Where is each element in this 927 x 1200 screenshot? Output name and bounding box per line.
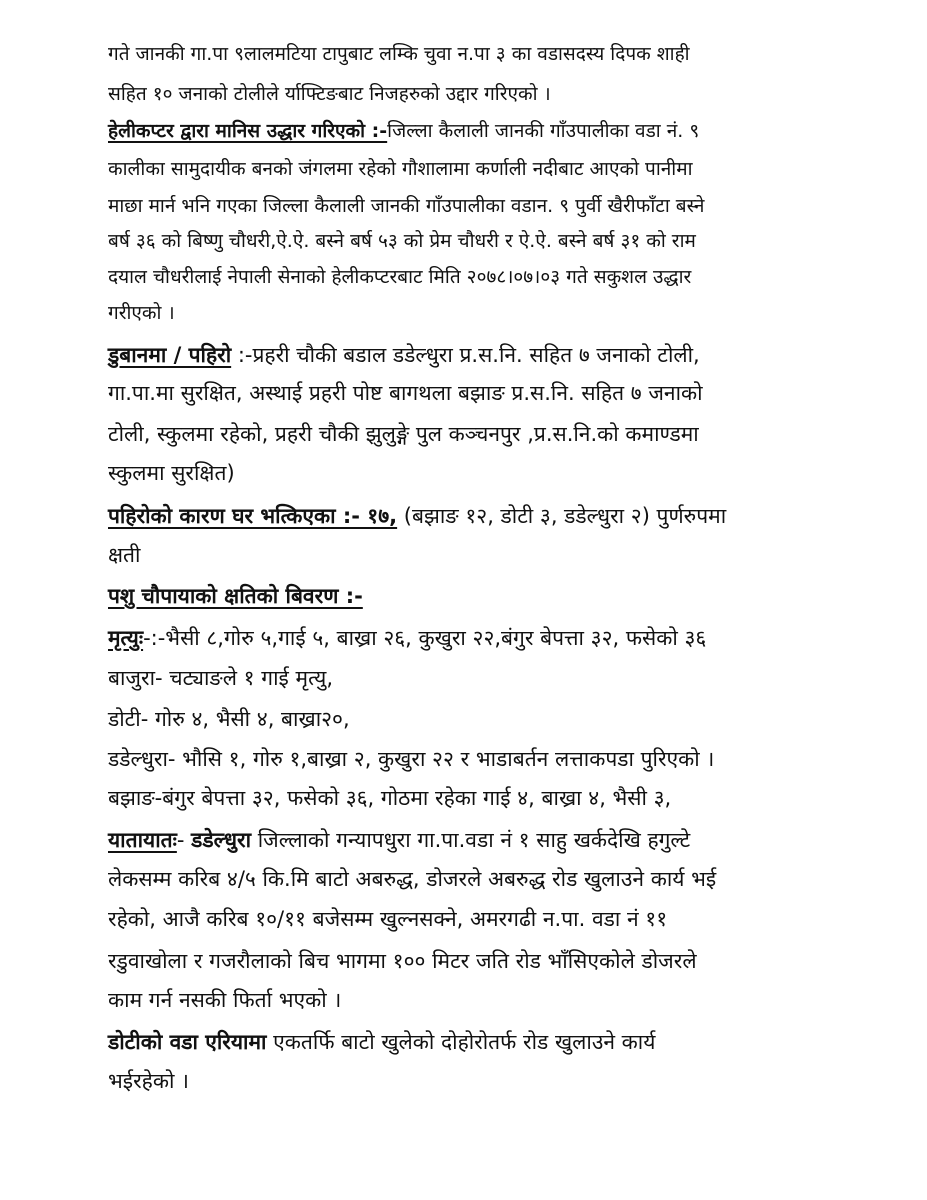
intro-line-1: गते जानकी गा.पा ९लालमटिया टापुबाट लम्कि चुवा न.पा ३ का वडासदस्य दिपक शाही bbox=[108, 43, 690, 65]
transport-line-5: काम गर्न नसकी फिर्ता भएको । bbox=[108, 988, 342, 1012]
flood-heading: डुबानमा / पहिरो bbox=[108, 343, 232, 367]
livestock-line-1: मृत्युः-:-भैसी ८,गोरु ५,गाई ५, बाख्रा २६, कुखुरा २२,बंगुर बेपत्ता ३२, फसेको ३६ bbox=[108, 626, 707, 650]
helicopter-line-6: गरीएको । bbox=[108, 302, 175, 324]
landslide-heading: पहिरोको कारण घर भत्किएका :- १७, bbox=[108, 504, 398, 528]
landslide-line-1: पहिरोको कारण घर भत्किएका :- १७, (बझाङ १२, डोटी ३, डडेल्धुरा २) पुर्णरुपमा bbox=[108, 504, 727, 528]
transport-line-2: लेकसम्म करिब ४/५ कि.मि बाटो अबरुद्ध, डोजरले अबरुद्ध रोड खुलाउने कार्य भई bbox=[108, 867, 717, 891]
helicopter-line-4: बर्ष ३६ को बिष्णु चौधरी,ऐ.ऐ. बस्ने बर्ष ५३ को प्रेम चौधरी र ऐ.ऐ. बस्ने बर्ष ३१ को राम bbox=[108, 230, 696, 252]
transport-line-1: यातायातः- डडेल्धुरा जिल्लाको गन्यापधुरा गा.पा.वडा नं १ साहु खर्कदेखि हगुल्टे bbox=[108, 828, 691, 852]
helicopter-line-5: दयाल चौधरीलाई नेपाली सेनाको हेलीकप्टरबाट मिति २०७८।०७।०३ गते सकुशल उद्धार bbox=[108, 266, 692, 288]
transport-line-3: रहेको, आजै करिब १०/११ बजेसम्म खुल्नसक्ने, अमरगढी न.पा. वडा नं ११ bbox=[108, 907, 668, 931]
flood-line-4: स्कुलमा सुरक्षित) bbox=[108, 461, 235, 485]
flood-line-1: डुबानमा / पहिरो :-प्रहरी चौकी बडाल डडेल्धुरा प्र.स.नि. सहित ७ जनाको टोली, bbox=[108, 343, 700, 367]
livestock-line-2: बाजुरा- चट्याङले १ गाई मृत्यु, bbox=[108, 666, 334, 690]
flood-line-2: गा.पा.मा सुरक्षित, अस्थाई प्रहरी पोष्ट बागथला बझाङ प्र.स.नि. सहित ७ जनाको bbox=[108, 381, 703, 405]
doti-line-1: डोटीको वडा एरियामा एकतर्फि बाटो खुलेको दोहोरोतर्फ रोड खुलाउने कार्य bbox=[108, 1030, 656, 1054]
livestock-line-5: बझाङ-बंगुर बेपत्ता ३२, फसेको ३६, गोठमा रहेका गाई ४, बाख्रा ४, भैसी ३, bbox=[108, 786, 672, 810]
livestock-heading-line bbox=[108, 586, 363, 607]
livestock-heading: पशु चौपायाको क्षतिको बिवरण :- bbox=[108, 584, 363, 608]
helicopter-line-1: हेलीकप्टर द्वारा मानिस उद्धार गरिएको :-जिल्ला कैलाली जानकी गाँउपालीका वडा नं. ९ bbox=[108, 120, 700, 142]
flood-line-3: टोली, स्कुलमा रहेको, प्रहरी चौकी झुलुङ्गे पुल कञ्चनपुर ,प्र.स.नि.को कमाण्डमा bbox=[108, 422, 699, 446]
helicopter-heading: हेलीकप्टर द्वारा मानिस उद्धार गरिएको :- bbox=[108, 120, 388, 142]
transport-district: डडेल्धुरा bbox=[191, 828, 252, 852]
transport-line-4: रडुवाखोला र गजरौलाको बिच भागमा १०० मिटर जति रोड भाँसिएकोले डोजरले bbox=[108, 949, 697, 973]
doti-heading: डोटीको वडा एरियामा bbox=[108, 1030, 267, 1054]
helicopter-line-3: माछा मार्न भनि गएका जिल्ला कैलाली जानकी गाँउपालीका वडान. ९ पुर्वी खैरीफाँटा बस्ने bbox=[108, 195, 705, 217]
livestock-line-4: डडेल्धुरा- भौसि १, गोरु १,बाख्रा २, कुखुरा २२ र भाडाबर्तन लत्ताकपडा पुरिएको । bbox=[108, 747, 715, 771]
livestock-line-3: डोटी- गोरु ४, भैसी ४, बाख्रा२०, bbox=[108, 707, 350, 731]
doti-line-2: भईरहेको । bbox=[108, 1069, 190, 1093]
death-label: मृत्युः bbox=[108, 626, 144, 650]
transport-heading: यातायातः bbox=[108, 828, 177, 852]
helicopter-line-2: कालीका सामुदायीक बनको जंगलमा रहेको गौशालामा कर्णाली नदीबाट आएको पानीमा bbox=[108, 158, 693, 180]
intro-line-2: सहित १० जनाको टोलीले र्याफ्टिङबाट निजहरुको उद्दार गरिएको । bbox=[108, 83, 551, 105]
landslide-line-2: क्षती bbox=[108, 543, 141, 567]
